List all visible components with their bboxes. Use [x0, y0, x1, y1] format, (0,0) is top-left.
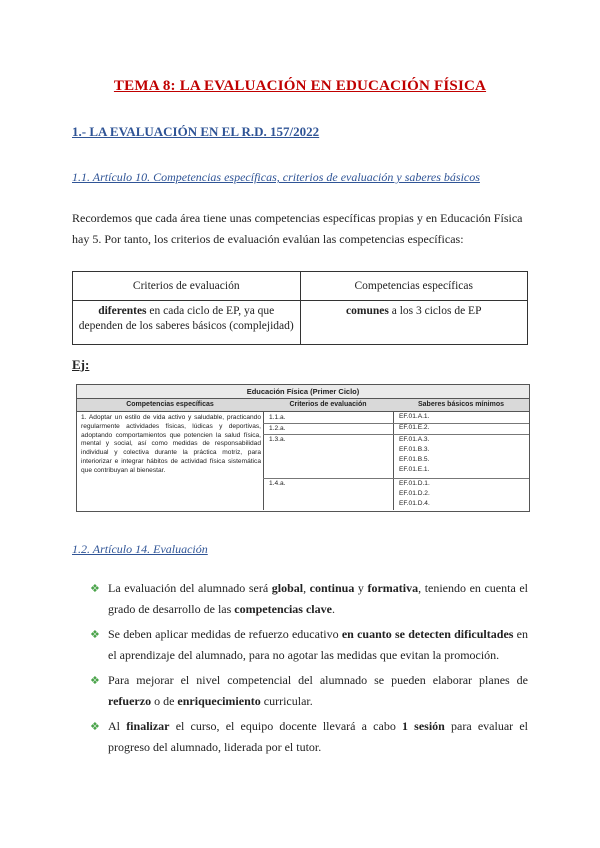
bold-text: refuerzo: [108, 694, 152, 708]
figure-col-saberes: Saberes básicos mínimos: [418, 401, 504, 408]
bold-text: en cuanto se detecten dificultades: [341, 627, 514, 641]
bold-text: finalizar: [126, 719, 170, 733]
criterio-1-1: 1.1.a.: [269, 414, 286, 421]
header-competencias: Competencias específicas: [300, 272, 528, 301]
saber-item: EF.01.E.2.: [399, 424, 430, 431]
four-pointed-star-icon: ❖: [90, 720, 100, 733]
figure-row-line: [263, 423, 529, 424]
text-comunes-rest: a los 3 ciclos de EP: [388, 305, 482, 317]
saber-item: EF.01.B.3.: [399, 446, 430, 453]
figure-divider: [393, 412, 394, 510]
text: el curso, el equipo docente llevará a cabo: [169, 719, 402, 733]
saber-item: EF.01.D.2.: [399, 490, 430, 497]
figure-competencia-text: 1. Adoptar un estilo de vida activo y saludable, practicando regularmente actividades físicas, lúdicas y deportivas, adoptando comportamientos que potencien la salud física, mental y social, así como medidas de responsabilidad individual y colectiva durante la práctica motriz, para interiorizar e integrar hábitos de actividad física sistemática que contribuyan al bienestar.: [81, 414, 261, 474]
document-title: TEMA 8: LA EVALUACIÓN EN EDUCACIÓN FÍSICA: [113, 78, 487, 94]
header-criterios: Criterios de evaluación: [73, 272, 301, 301]
text: curricular.: [260, 694, 313, 708]
text: , teniendo en cuenta el grado de desarrollo de las: [108, 581, 528, 616]
criterio-1-3: 1.3.a.: [269, 436, 286, 443]
cell-competencias: [300, 301, 528, 345]
figure-row-line: [263, 434, 529, 435]
four-pointed-star-icon: ❖: [90, 628, 100, 641]
text: o de: [151, 694, 178, 708]
subsection-heading-articulo-14: 1.2. Artículo 14. Evaluación: [72, 542, 208, 556]
bold-diferentes: diferentes: [98, 305, 147, 317]
list-item: [90, 716, 528, 758]
bold-text: competencias clave: [234, 602, 332, 616]
comparison-table: [72, 271, 528, 345]
four-pointed-star-icon: ❖: [90, 582, 100, 595]
saber-item: EF.01.A.3.: [399, 436, 430, 443]
bold-comunes: comunes: [346, 305, 389, 317]
text: ,: [303, 581, 310, 595]
text: Se deben aplicar medidas de refuerzo educativo: [108, 627, 342, 641]
list-item: [90, 624, 528, 666]
section-heading: 1.- LA EVALUACIÓN EN EL R.D. 157/2022: [72, 124, 320, 139]
subsection-heading-articulo-10: 1.1. Artículo 10. Competencias específicas, criterios de evaluación y saberes básicos: [72, 170, 480, 184]
saber-item: EF.01.B.5.: [399, 456, 430, 463]
saber-item: EF.01.D.1.: [399, 480, 430, 487]
saber-item: EF.01.E.1.: [399, 466, 430, 473]
bold-text: global: [271, 581, 304, 595]
criterio-1-4: 1.4.a.: [269, 480, 286, 487]
text: .: [331, 602, 335, 616]
text: en el aprendizaje del alumnado, para no agotar las medidas que evitan la promoción.: [108, 627, 528, 662]
saber-item: EF.01.A.1.: [399, 413, 430, 420]
four-pointed-star-icon: ❖: [90, 674, 100, 687]
text: para evaluar el progreso del alumnado, liderada por el tutor.: [108, 719, 529, 754]
figure-row-line: [263, 478, 529, 479]
saber-item: EF.01.D.4.: [399, 500, 430, 507]
text: Al: [108, 719, 127, 733]
figure-header-row: [77, 399, 529, 412]
figure-col-competencias: Competencias específicas: [126, 401, 214, 408]
figure-col-criterios: Criterios de evaluación: [289, 401, 367, 408]
figure-body: [77, 412, 529, 510]
text: La evaluación del alumnado será: [108, 581, 272, 595]
bold-text: 1 sesión: [402, 719, 445, 733]
list-item: [90, 670, 528, 712]
figure-divider: [263, 412, 264, 510]
figure-title: Educación Física (Primer Ciclo): [77, 385, 529, 399]
cell-criterios: [73, 301, 301, 345]
text-diferentes-rest: en cada ciclo de EP, ya que dependen de los saberes básicos (complejidad): [78, 305, 294, 332]
bold-text: enriquecimiento: [177, 694, 261, 708]
bold-text: formativa: [367, 581, 419, 595]
example-figure: [76, 384, 530, 512]
text: y: [354, 581, 368, 595]
list-item: [90, 578, 528, 620]
bullet-list: [90, 578, 528, 762]
criterio-1-2: 1.2.a.: [269, 425, 286, 432]
text: Para mejorar el nivel competencial del alumnado se pueden elaborar planes de: [108, 673, 528, 687]
example-label: Ej:: [72, 357, 90, 372]
intro-paragraph: Recordemos que cada área tiene unas competencias específicas propias y en Educación Física hay 5. Por tanto, los criterios de evaluación evalúan las competencias específicas:: [72, 211, 523, 246]
bold-text: continua: [309, 581, 355, 595]
